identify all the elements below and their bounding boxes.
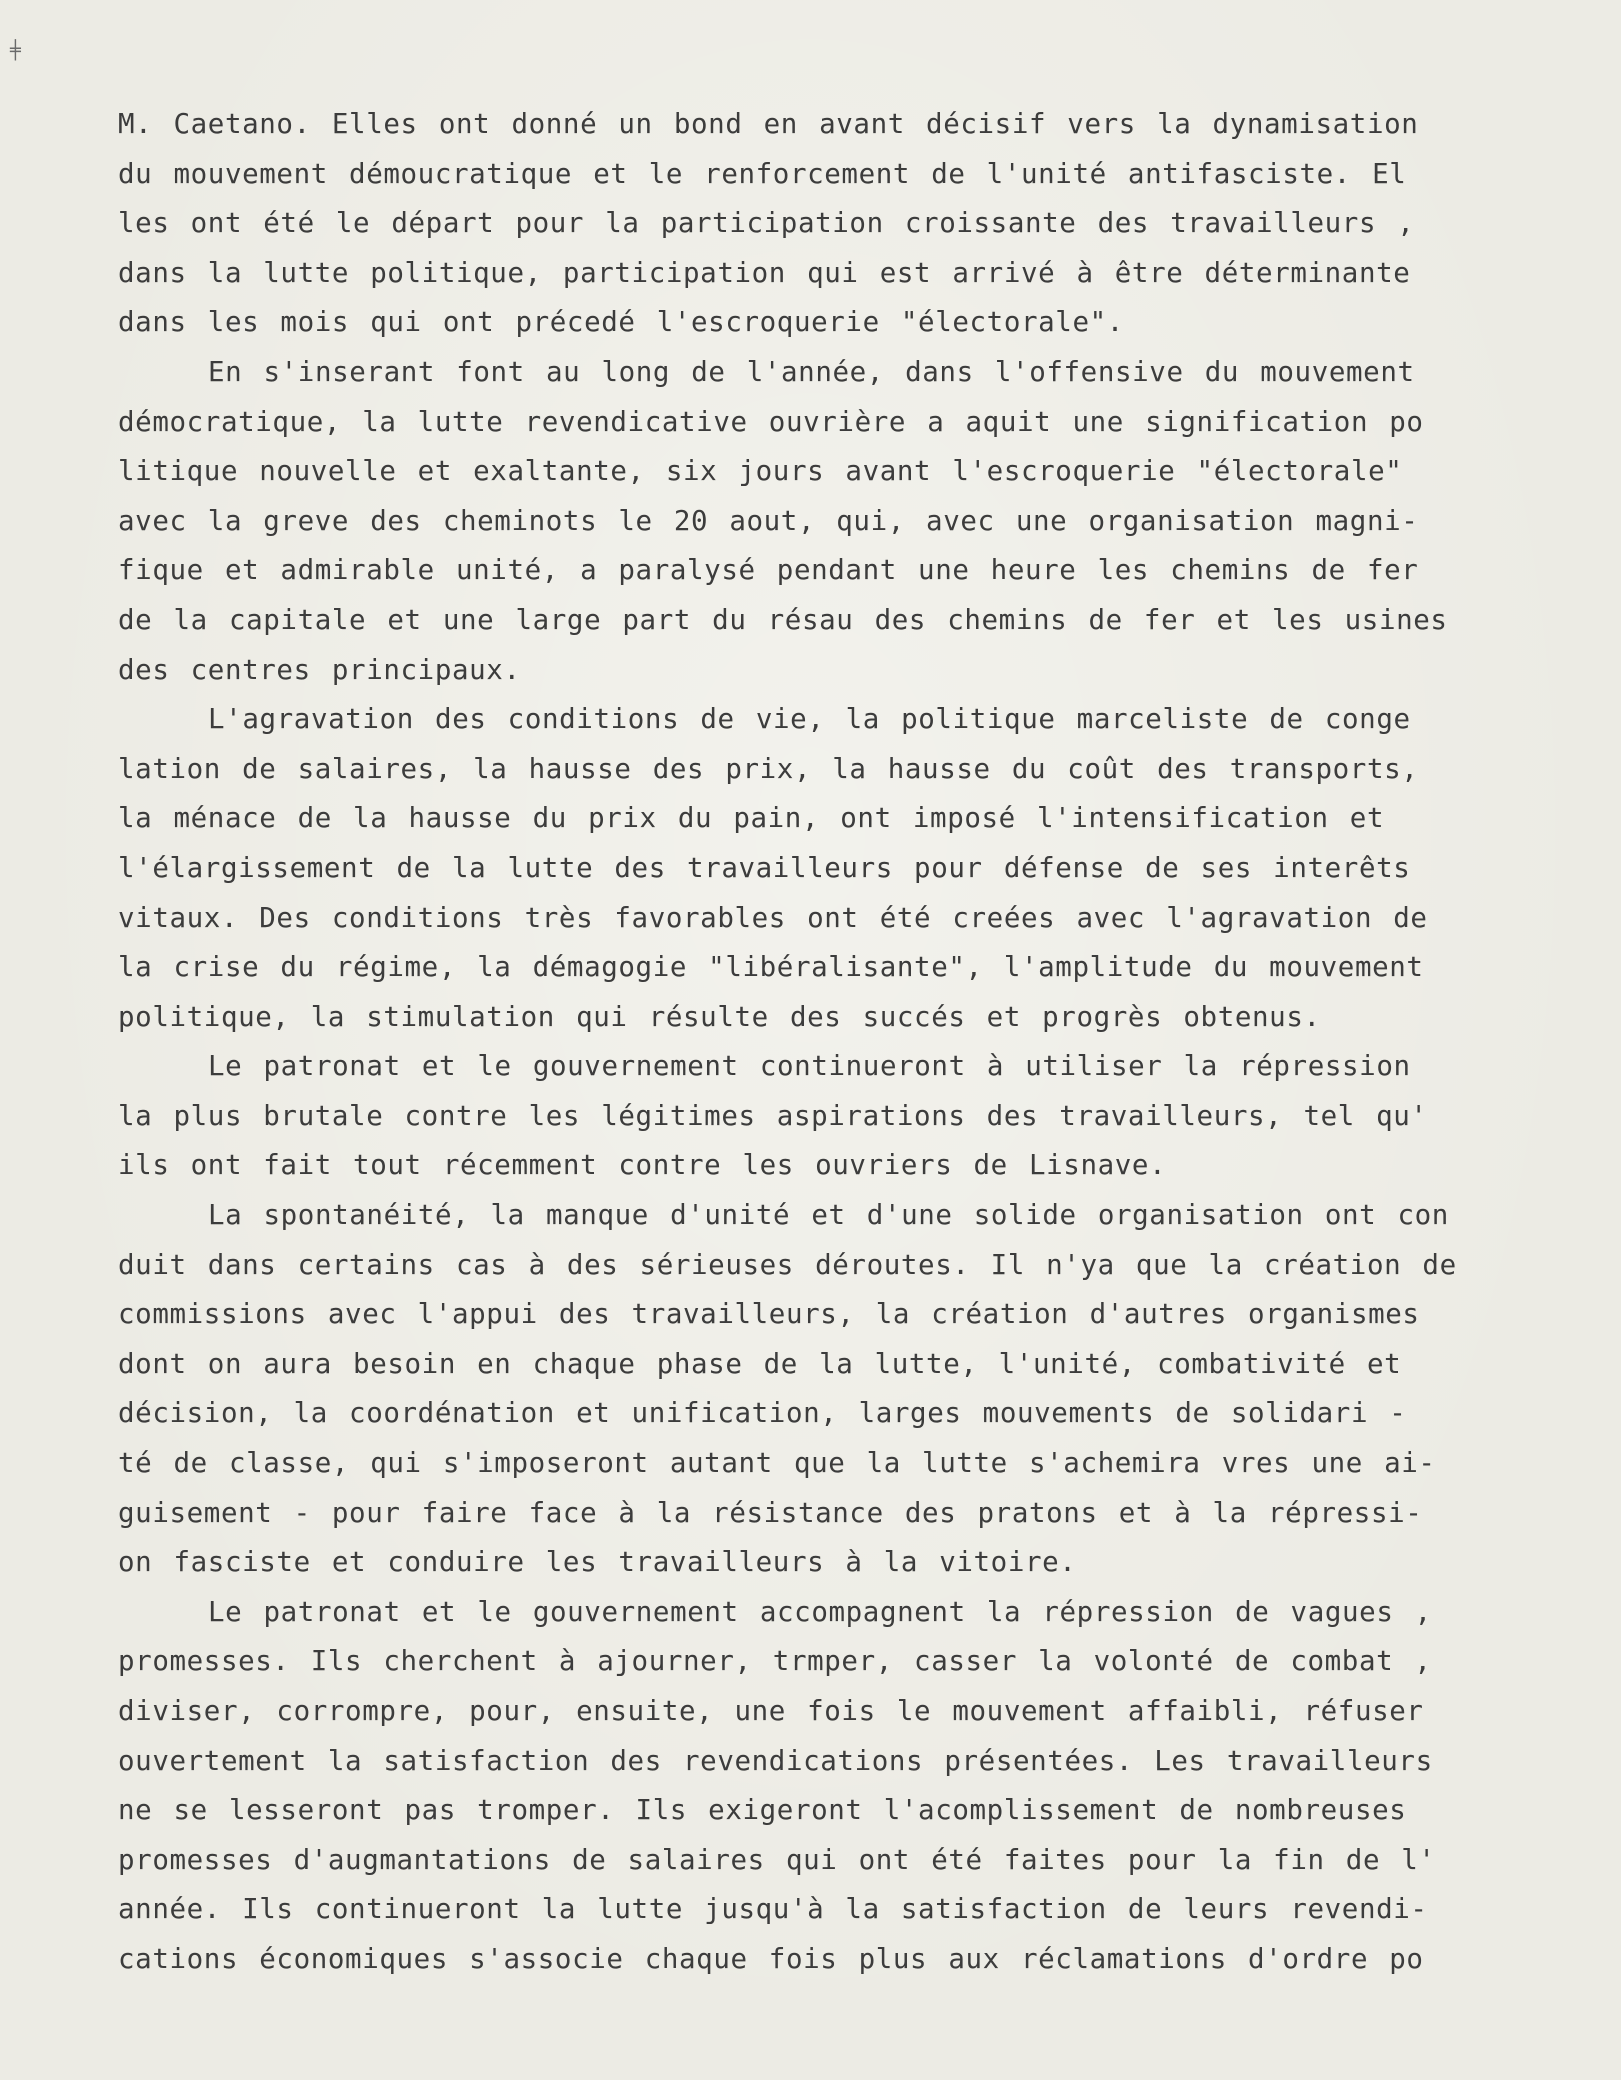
paragraph-start-line: En s'inserant font au long de l'année, dans l'offensive du mouvement: [208, 355, 1415, 388]
text-line: cations économiques s'associe chaque fois plus aux réclamations d'ordre po: [118, 1942, 1424, 1975]
text-line: litique nouvelle et exaltante, six jours avant l'escroquerie "électorale": [118, 455, 1403, 488]
text-line: de la capitale et une large part du résau des chemins de fer et les usines: [118, 603, 1448, 636]
text-line: diviser, corrompre, pour, ensuite, une fois le mouvement affaibli, réfuser: [118, 1695, 1424, 1727]
text-line: des centres principaux.: [118, 653, 521, 686]
text-line: duit dans certains cas à des sérieuses déroutes. Il n'ya que la création de: [118, 1248, 1457, 1281]
text-line: la ménace de la hausse du prix du pain, ont imposé l'intensification et: [118, 802, 1385, 835]
text-line: on fasciste et conduire les travailleurs à la vitoire.: [118, 1546, 1077, 1579]
text-line: ils ont fait tout récemment contre les ouvriers de Lisnave.: [118, 1149, 1167, 1182]
text-line: avec la greve des cheminots le 20 aout, qui, avec une organisation magni-: [118, 504, 1419, 537]
text-line: la plus brutale contre les légitimes aspirations des travailleurs, tel qu': [118, 1099, 1428, 1132]
text-line: année. Ils continueront la lutte jusqu'à la satisfaction de leurs revendi-: [118, 1893, 1428, 1926]
text-line: les ont été le départ pour la participation croissante des travailleurs ,: [118, 207, 1415, 240]
text-line: démocratique, la lutte revendicative ouvrière a aquit une signification po: [118, 405, 1424, 438]
paragraph-start-line: La spontanéité, la manque d'unité et d'une solide organisation ont con: [208, 1199, 1449, 1232]
text-line: promesses d'augmantations de salaires qui ont été faites pour la fin de l': [118, 1843, 1436, 1876]
text-line: l'élargissement de la lutte des travailleurs pour défense de ses interêts: [118, 851, 1411, 884]
text-line: M. Caetano. Elles ont donné un bond en avant décisif vers la dynamisation: [118, 108, 1419, 140]
text-line: la crise du régime, la démagogie "libéralisante", l'amplitude du mouvement: [118, 951, 1424, 984]
text-line: fique et admirable unité, a paralysé pendant une heure les chemins de fer: [118, 554, 1419, 587]
text-line: guisement - pour faire face à la résistance des pratons et à la répressi-: [118, 1496, 1423, 1529]
text-line: dont on aura besoin en chaque phase de la lutte, l'unité, combativité et: [118, 1347, 1402, 1380]
text-line: dans les mois qui ont précedé l'escroquerie "électorale".: [118, 306, 1124, 339]
text-line: du mouvement démoucratique et le renforcement de l'unité antifasciste. El: [118, 157, 1407, 190]
text-line: té de classe, qui s'imposeront autant que la lutte s'achemira vres une ai-: [118, 1447, 1436, 1480]
margin-mark: ╪: [10, 40, 21, 61]
text-line: commissions avec l'appui des travailleurs, la création d'autres organismes: [118, 1298, 1420, 1331]
text-line: décision, la coordénation et unification, larges mouvements de solidari -: [118, 1397, 1407, 1430]
text-line: vitaux. Des conditions très favorables ont été creées avec l'agravation de: [118, 901, 1428, 934]
text-line: ouvertement la satisfaction des revendications présentées. Les travailleurs: [118, 1744, 1433, 1777]
text-line: lation de salaires, la hausse des prix, la hausse du coût des transports,: [118, 752, 1419, 785]
text-line: ne se lesseront pas tromper. Ils exigeront l'acomplissement de nombreuses: [118, 1794, 1407, 1827]
text-line: promesses. Ils cherchent à ajourner, trmper, casser la volonté de combat ,: [118, 1645, 1432, 1678]
text-line: dans la lutte politique, participation qui est arrivé à être déterminante: [118, 256, 1411, 289]
text-line: politique, la stimulation qui résulte des succés et progrès obtenus.: [118, 1000, 1321, 1033]
paragraph-start-line: Le patronat et le gouvernement accompagnent la répression de vagues ,: [208, 1595, 1432, 1628]
paragraph-start-line: L'agravation des conditions de vie, la politique marceliste de conge: [208, 703, 1411, 736]
typed-text-body: [118, 100, 1518, 1985]
paragraph-start-line: Le patronat et le gouvernement continueront à utiliser la répression: [208, 1050, 1411, 1083]
